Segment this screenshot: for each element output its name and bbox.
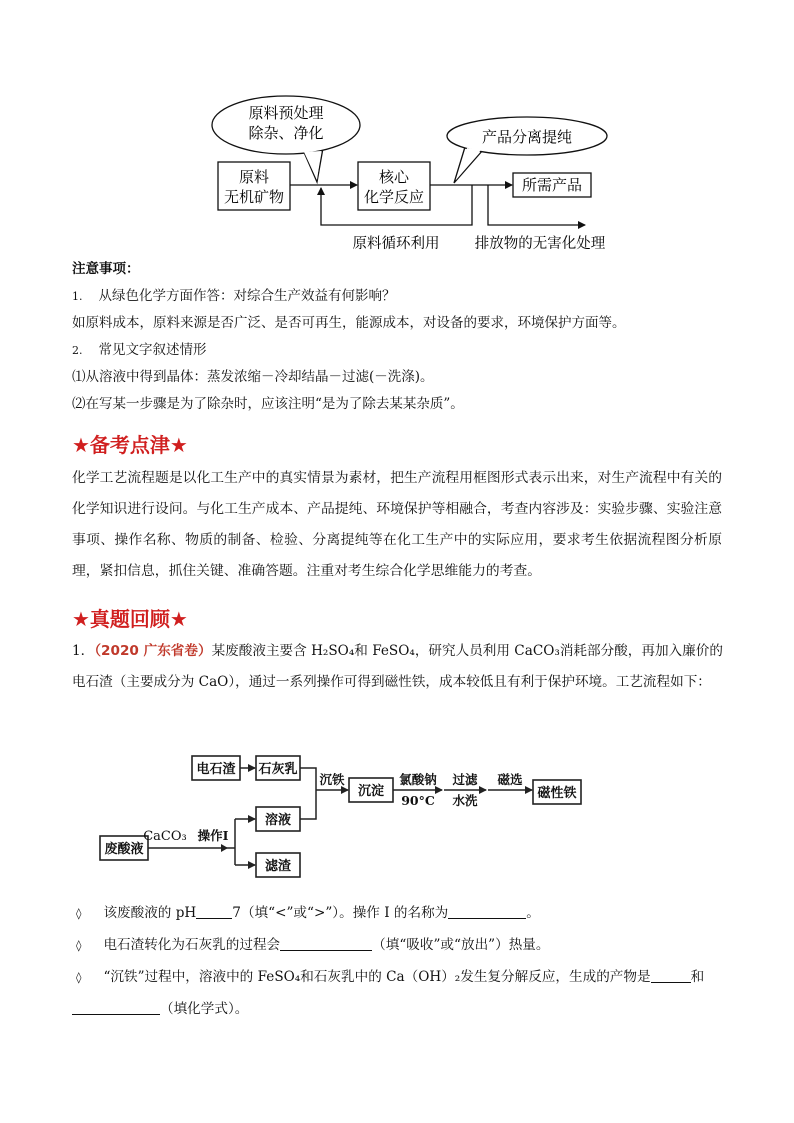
recycle-label: 原料循环利用 bbox=[352, 236, 440, 252]
question-item-1 bbox=[76, 903, 540, 924]
waste-label: 排放物的无害化处理 bbox=[474, 236, 606, 252]
answer-blank-heat[interactable] bbox=[280, 936, 372, 951]
raw-box-line2: 无机矿物 bbox=[223, 188, 285, 206]
feisuanye-text: 废酸液 bbox=[104, 842, 144, 857]
question-number: 1． bbox=[72, 643, 95, 659]
cixuan-label: 磁选 bbox=[497, 772, 523, 787]
caco3-label: CaCO₃ bbox=[143, 829, 187, 844]
note-sub-2: ⑵在写某一步骤是为了除杂时，应该注明“是为了除去某某杂质”。 bbox=[72, 396, 464, 412]
question-intro-line2: 电石渣（主要成分为 CaO），通过一系列操作可得到磁性铁，成本较低且有利于保护环境。工艺流程如下： bbox=[72, 674, 711, 690]
shuixi-label: 水洗 bbox=[452, 793, 478, 808]
caozuo1-label: 操作I bbox=[197, 828, 229, 843]
experiment-flow-diagram bbox=[90, 744, 590, 888]
note-item-2-number: 2. bbox=[72, 344, 83, 357]
note-item-1-text: 从绿色化学方面作答：对综合生产效益有何影响？ bbox=[98, 288, 396, 304]
bullet-icon: ◊ bbox=[76, 971, 82, 984]
question-intro-line1 bbox=[72, 641, 723, 661]
product-box-text: 所需产品 bbox=[521, 176, 583, 194]
q1-text-b: 7（填“<”或“>”）。操作 I 的名称为 bbox=[232, 905, 449, 921]
shihuiru-text: 石灰乳 bbox=[258, 762, 298, 777]
bullet-icon: ◊ bbox=[76, 907, 82, 920]
note-sub-1: ⑴从溶液中得到晶体：蒸发浓缩－冷却结晶－过滤(－洗涤)。 bbox=[72, 369, 434, 385]
question-item-3 bbox=[76, 967, 704, 988]
q2-text-b: （填“吸收”或“放出”）热量。 bbox=[372, 937, 550, 953]
question-line1-text: 某废酸液主要含 H₂SO₄和 FeSO₄，研究人员利用 CaCO₃消耗部分酸，再加入廉价的 bbox=[211, 643, 723, 659]
dianshizha-text: 电石渣 bbox=[196, 762, 236, 777]
note-item-2-text: 常见文字叙述情形 bbox=[98, 342, 207, 358]
question-item-3-cont bbox=[72, 999, 248, 1019]
raw-box-line1: 原料 bbox=[238, 168, 270, 186]
note-item-1 bbox=[72, 286, 396, 307]
note-item-1-number: 1. bbox=[72, 290, 83, 303]
note-item-1-detail: 如原料成本，原料来源是否广泛、是否可再生，能源成本，对设备的要求，环境保护方面等。 bbox=[72, 315, 626, 331]
question-item-2 bbox=[76, 935, 550, 956]
q1-text-a: 该废酸液的 pH bbox=[103, 905, 197, 921]
rongye-text: 溶液 bbox=[264, 813, 292, 828]
note-item-2 bbox=[72, 340, 207, 361]
q2-text-a: 电石渣转化为石灰乳的过程会 bbox=[103, 937, 281, 953]
temp-label: 90°C bbox=[401, 793, 435, 808]
q3-text-c: （填化学式）。 bbox=[160, 1001, 249, 1017]
answer-blank-product1[interactable] bbox=[651, 968, 691, 983]
lvzha-text: 滤渣 bbox=[264, 859, 292, 874]
notes-title: 注意事项： bbox=[72, 261, 140, 277]
cixingtie-text: 磁性铁 bbox=[537, 786, 577, 801]
q3-text-a: “沉铁”过程中，溶液中的 FeSO₄和石灰乳中的 Ca（OH）₂发生复分解反应，生成的产物是 bbox=[103, 969, 651, 985]
section-heading-past-exams: ★真题回顾★ bbox=[72, 607, 188, 631]
bubble1-line1: 原料预处理 bbox=[248, 104, 324, 122]
process-flow-diagram bbox=[200, 92, 630, 260]
bullet-icon: ◊ bbox=[76, 939, 82, 952]
answer-blank-operation[interactable] bbox=[448, 904, 526, 919]
guolv-label: 过滤 bbox=[452, 772, 478, 787]
answer-blank-ph[interactable] bbox=[196, 904, 232, 919]
question-source: （2020 广东省卷） bbox=[94, 643, 212, 659]
core-box-line2: 化学反应 bbox=[363, 188, 425, 206]
bubble2-text: 产品分离提纯 bbox=[481, 128, 573, 146]
bubble1-line2: 除杂、净化 bbox=[248, 124, 324, 142]
q1-text-c: 。 bbox=[526, 905, 540, 921]
section-tips-paragraph: 化学工艺流程题是以化工生产中的真实情景为素材，把生产流程用框图形式表示出来，对生产流程中有关的化学知识进行设问。与化工生产成本、产品提纯、环境保护等相融合，考查内容涉及：实验步骤、实验注意事项、操作名称、物质的制备、检验、分离提纯等在化工生产中的实际应用，要求考生依据流程图分析原理，紧扣信息，抓住关键、准确答题。注重对考生综合化学思维能力的考查。 bbox=[72, 470, 722, 579]
core-box-line1: 核心 bbox=[378, 168, 410, 186]
q3-text-b: 和 bbox=[690, 969, 705, 985]
chendian-text: 沉淀 bbox=[357, 784, 385, 799]
lvsuanna-label: 氯酸钠 bbox=[399, 772, 437, 787]
answer-blank-product2[interactable] bbox=[72, 1000, 160, 1015]
chentie-label: 沉铁 bbox=[319, 772, 345, 787]
section-heading-tips: ★备考点津★ bbox=[72, 433, 188, 457]
